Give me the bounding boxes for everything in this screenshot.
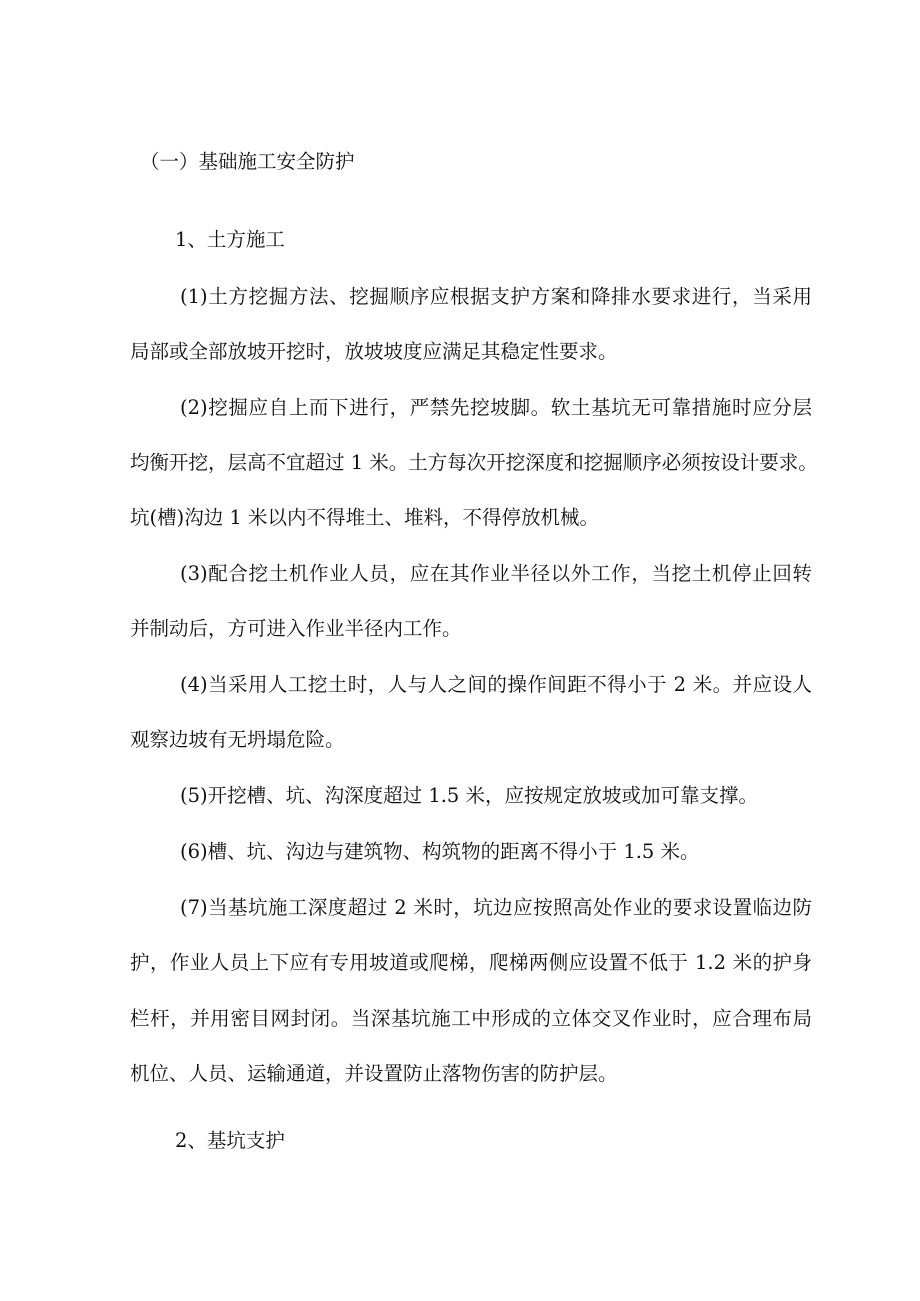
paragraph-line: 均衡开挖，层高不宜超过 1 米。土方每次开挖深度和挖掘顺序必须按设计要求。: [130, 451, 818, 474]
paragraph-line: 护，作业人员上下应有专用坡道或爬梯，爬梯两侧应设置不低于 1.2 米的护身: [130, 951, 812, 974]
paragraph-line: 栏杆，并用密目网封闭。当深基坑施工中形成的立体交叉作业时，应合理布局: [130, 1007, 812, 1030]
paragraph-line: (3)配合挖土机作业人员，应在其作业半径以外工作，当挖土机停止回转: [180, 562, 812, 585]
subsection-heading-earthwork: 1、土方施工: [175, 228, 285, 251]
paragraph-line: (5)开挖槽、坑、沟深度超过 1.5 米，应按规定放坡或加可靠支撑。: [180, 784, 759, 807]
paragraph-line: 机位、人员、运输通道，并设置防止落物伤害的防护层。: [130, 1062, 618, 1085]
paragraph-line: (1)土方挖掘方法、挖掘顺序应根据支护方案和降排水要求进行，当采用: [180, 285, 812, 308]
paragraph-line: (6)槽、坑、沟边与建筑物、构筑物的距离不得小于 1.5 米。: [180, 840, 700, 863]
section-heading: （一）基础施工安全防护: [140, 150, 355, 173]
subsection-heading-pit-support: 2、基坑支护: [175, 1129, 285, 1152]
paragraph-line: 并制动后，方可进入作业半径内工作。: [130, 617, 462, 640]
paragraph-line: (2)挖掘应自上而下进行，严禁先挖坡脚。软土基坑无可靠措施时应分层: [180, 396, 812, 419]
paragraph-line: (4)当采用人工挖土时，人与人之间的操作间距不得小于 2 米。并应设人: [180, 673, 812, 696]
paragraph-line: 局部或全部放坡开挖时，放坡坡度应满足其稳定性要求。: [130, 340, 618, 363]
paragraph-line: 观察边坡有无坍塌危险。: [130, 728, 345, 751]
paragraph-line: (7)当基坑施工深度超过 2 米时，坑边应按照高处作业的要求设置临边防: [180, 896, 812, 919]
paragraph-line: 坑(槽)沟边 1 米以内不得堆土、堆料，不得停放机械。: [130, 506, 600, 529]
